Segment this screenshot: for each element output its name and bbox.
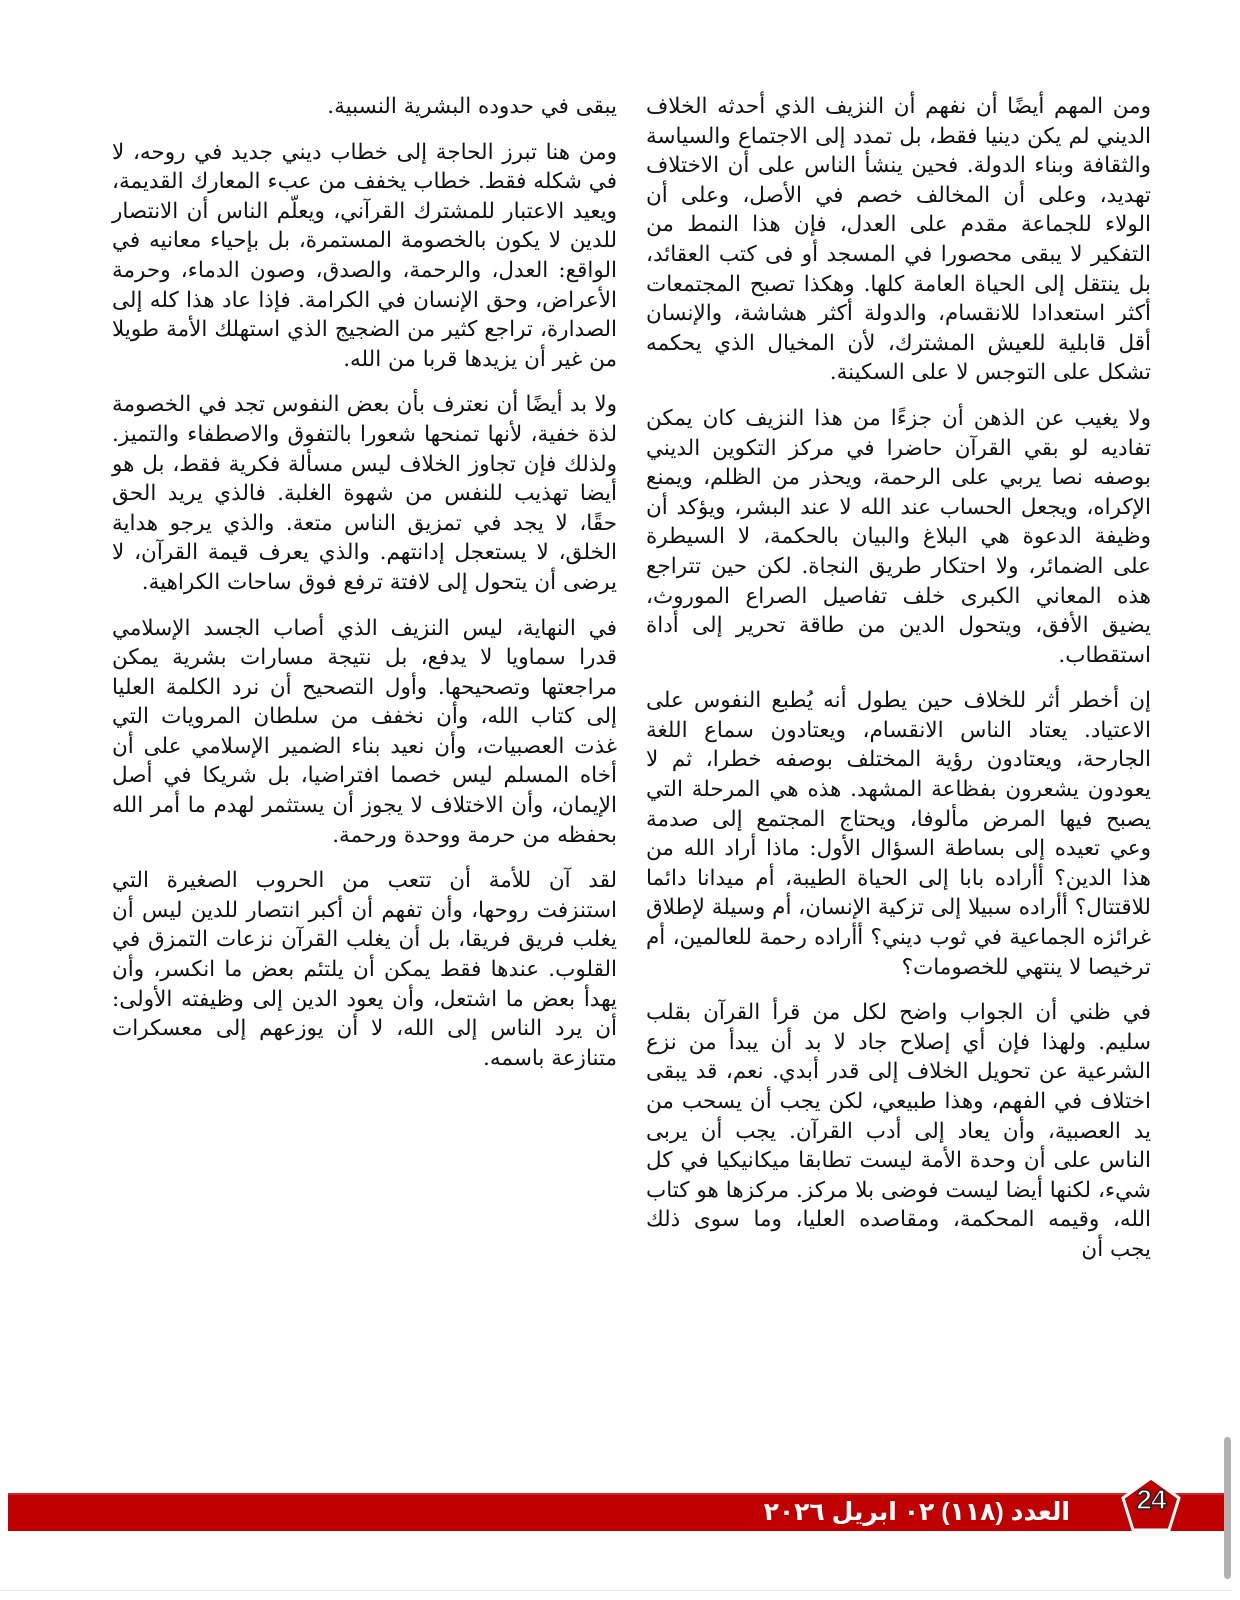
page-number: 24 bbox=[1136, 1484, 1166, 1515]
paragraph: ولا يغيب عن الذهن أن جزءًا من هذا النزيف كان يمكن تفاديه لو بقي القرآن حاضرا في مركز التكوين الديني بوصفه نصا يربي على الرحمة، ويحذر من الظلم، ويمنع الإكراه، ويجعل الحساب عند الله لا عند البشر، ويؤكد أن وظيفة الدعوة هي البلاغ والبيان بالحكمة، لا السيطرة على الضمائر، ولا احتكار طريق النجاة. لكن حين تتراجع هذه المعاني الكبرى خلف تفاصيل الصراع الموروث، يضيق الأفق، ويتحول الدين من طاقة تحرير إلى أداة استقطاب. bbox=[646, 405, 1151, 668]
issue-label: العدد (١١٨) ٠٢ ابريل ٢٠٢٦ bbox=[763, 1498, 1070, 1526]
paragraph: في النهاية، ليس النزيف الذي أصاب الجسد الإسلامي قدرا سماويا لا يدفع، بل نتيجة مسارات بشرية يمكن مراجعتها وتصحيحها. وأول التصحيح أن نرد الكلمة العليا إلى كتاب الله، وأن نخفف من سلطان المرويات التي غذت العصبيات، وأن نعيد بناء الضمير الإسلامي على أن أخاه المسلم ليس خصما افتراضيا، بل شريكا في أصل الإيمان، وأن الاختلاف لا يجوز أن يستثمر لهدم ما أمر الله بحفظه من حرمة ووحدة ورحمة. bbox=[112, 615, 617, 848]
paragraph: ومن هنا تبرز الحاجة إلى خطاب ديني جديد في روحه، لا في شكله فقط. خطاب يخفف من عبء المعارك القديمة، ويعيد الاعتبار للمشترك القرآني، ويعلّم الناس أن الانتصار للدين لا يكون بالخصومة المستمرة، بل بإحياء معانيه في الواقع: العدل، والرحمة، والصدق، وصون الدماء، وحرمة الأعراض، وحق الإنسان في الكرامة. فإذا عاد هذا كله إلى الصدارة، تراجع كثير من الضجيج الذي استهلك الأمة طويلا من غير أن يزيدها قربا من الله. bbox=[112, 139, 617, 372]
article-column-right bbox=[646, 92, 1151, 1281]
paragraph: ولا بد أيضًا أن نعترف بأن بعض النفوس تجد في الخصومة لذة خفية، لأنها تمنحها شعورا بالتفوق والاصطفاء والتميز. ولذلك فإن تجاوز الخلاف ليس مسألة فكرية فقط، بل هو أيضا تهذيب للنفس من شهوة الغلبة. فالذي يريد الحق حقًا، لا يجد في تمزيق الناس متعة. والذي يرجو هداية الخلق، لا يستعجل إدانتهم. والذي يعرف قيمة القرآن، لا يرضى أن يتحول إلى لافتة ترفع فوق ساحات الكراهية. bbox=[112, 392, 617, 595]
paragraph: ومن المهم أيضًا أن نفهم أن النزيف الذي أحدثه الخلاف الديني لم يكن دينيا فقط، بل تمدد إلى الاجتماع والسياسة والثقافة وبناء الدولة. فحين ينشأ الناس على أن الاختلاف تهديد، وعلى أن المخالف خصم في الأصل، وعلى أن الولاء للجماعة مقدم على العدل، فإن هذا النمط من التفكير لا يبقى محصورا في المسجد أو فى كتب العقائد، بل ينتقل إلى الحياة العامة كلها. وهكذا تصبح المجتمعات أكثر استعدادا للانقسام، والدولة أكثر هشاشة، والإنسان أقل قابلية للعيش المشترك، لأن المخيال الذي يحكمه تشكل على التوجس لا على السكينة. bbox=[646, 94, 1151, 386]
paragraph: في ظني أن الجواب واضح لكل من قرأ القرآن بقلب سليم. ولهذا فإن أي إصلاح جاد لا بد أن يبدأ من نزع الشرعية عن تحويل الخلاف إلى قدر أبدي. نعم، قد يبقى اختلاف في الفهم، وهذا طبيعي، لكن يجب أن يسحب من يد العصبية، وأن يعاد إلى أدب القرآن. يجب أن يربى الناس على أن وحدة الأمة ليست تطابقا ميكانيكيا في كل شيء، لكنها أيضا ليست فوضى بلا مركز. مركزها هو كتاب الله، وقيمه المحكمة، ومقاصده العليا، وما سوى ذلك يجب أن bbox=[646, 1000, 1151, 1262]
paragraph: يبقى في حدوده البشرية النسبية. bbox=[327, 94, 617, 119]
paragraph: لقد آن للأمة أن تتعب من الحروب الصغيرة التي استنزفت روحها، وأن تفهم أن أكبر انتصار للدين ليس أن يغلب فريق فريقا، بل أن يغلب القرآن نزعات التمزق في القلوب. عندها فقط يمكن أن يلتئم بعض ما انكسر، وأن يهدأ بعض ما اشتعل، وأن يعود الدين إلى وظيفته الأولى: أن يرد الناس إلى الله، لا أن يوزعهم إلى معسكرات متنازعة باسمه. bbox=[112, 868, 617, 1071]
footer-band-highlight bbox=[8, 1493, 1224, 1495]
scrollbar-thumb[interactable] bbox=[1224, 1437, 1231, 1579]
article-column-left bbox=[112, 92, 617, 1089]
paragraph: إن أخطر أثر للخلاف حين يطول أنه يُطبع النفوس على الاعتياد. يعتاد الناس الانقسام، ويعتادون سماع اللغة الجارحة، ويعتادون رؤية المختلف بوصفه خطرا، ثم لا يعودون يشعرون بفظاعة المشهد. هذه هي المرحلة التي يصبح فيها المرض مألوفا، ويحتاج المجتمع إلى صدمة وعي تعيده إلى بساطة السؤال الأول: ماذا أراد الله من هذا الدين؟ أأراده بابا إلى الحياة الطيبة، أم ميدانا دائما للاقتتال؟ أأراده سبيلا إلى تزكية الإنسان، أم وسيلة لإطلاق غرائزه الجماعية في ثوب ديني؟ أأراده رحمة للعالمين، أم ترخيصا لا ينتهي للخصومات؟ bbox=[646, 688, 1151, 980]
